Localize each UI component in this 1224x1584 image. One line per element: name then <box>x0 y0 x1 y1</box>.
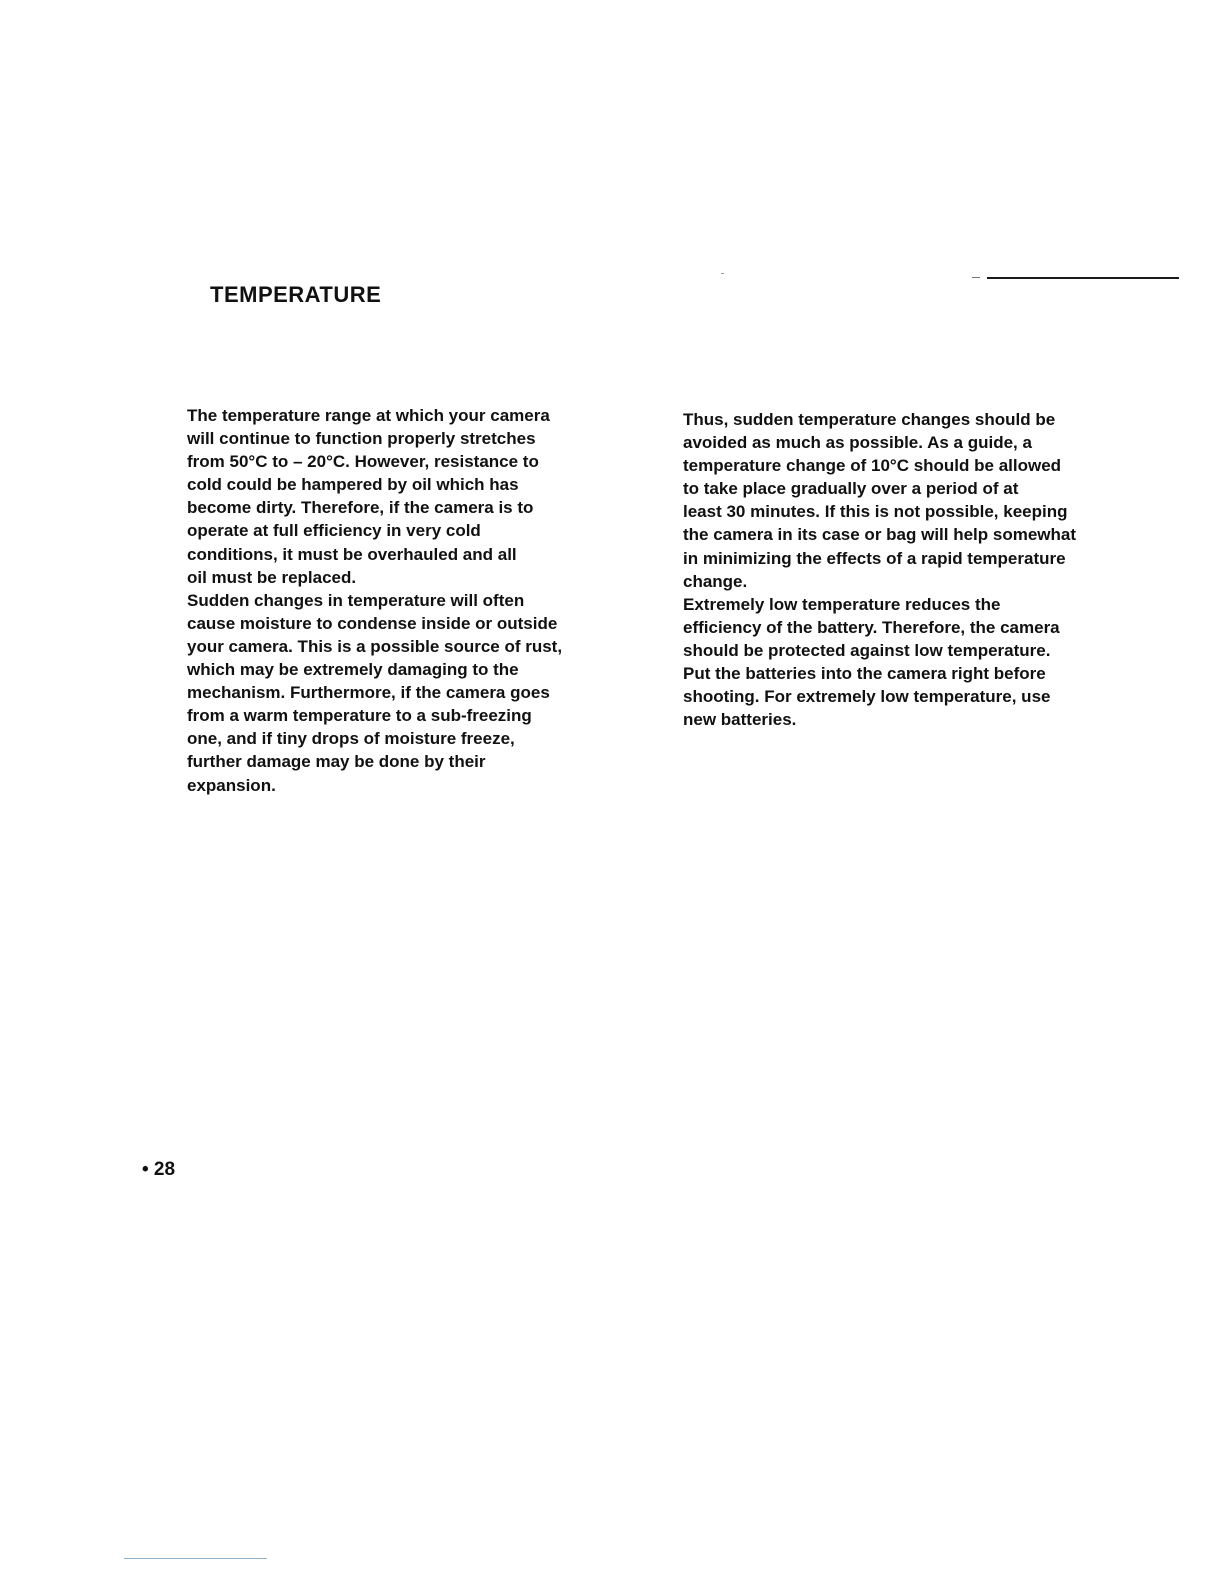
scan-speck <box>721 273 724 274</box>
text-line: oil must be replaced. <box>187 567 357 587</box>
text-line: from 50°C to – 20°C. However, resistance to <box>187 452 539 472</box>
header-rule-dash <box>972 277 980 278</box>
text-line: Thus, sudden temperature changes should be <box>683 410 1056 429</box>
text-line: efficiency of the battery. Therefore, the camera <box>683 617 1060 637</box>
text-line: should be protected against low temperature. <box>683 640 1051 660</box>
text-line: from a warm temperature to a sub-freezing <box>187 706 532 726</box>
section-heading: TEMPERATURE <box>210 282 382 307</box>
text-line: Sudden changes in temperature will often <box>187 590 525 610</box>
text-line: the camera in its case or bag will help somewhat <box>683 525 1077 545</box>
footer-rule <box>124 1558 267 1559</box>
text-line: become dirty. Therefore, if the camera is to <box>187 498 534 518</box>
text-line: further damage may be done by their <box>187 752 486 772</box>
text-line: The temperature range at which your camera <box>187 406 550 425</box>
text-line: operate at full efficiency in very cold <box>187 521 481 541</box>
text-line: mechanism. Furthermore, if the camera goes <box>187 683 550 703</box>
text-line: conditions, it must be overhauled and all <box>187 544 517 564</box>
text-line: will continue to function properly stretches <box>187 429 536 449</box>
page-number: • 28 <box>142 1159 176 1180</box>
text-line: Put the batteries into the camera right before <box>683 664 1046 684</box>
text-line: Extremely low temperature reduces the <box>683 594 1001 614</box>
right-column-text <box>683 408 1123 731</box>
text-line: in minimizing the effects of a rapid temperature <box>683 548 1066 568</box>
text-line: change. <box>683 571 748 591</box>
text-line: which may be extremely damaging to the <box>187 660 519 680</box>
text-line: cause moisture to condense inside or outside <box>187 613 558 633</box>
text-line: new batteries. <box>683 710 797 730</box>
text-line: expansion. <box>187 775 276 795</box>
text-line: avoided as much as possible. As a guide, a <box>683 433 1032 453</box>
text-line: to take place gradually over a period of at <box>683 479 1019 499</box>
text-line: shooting. For extremely low temperature, use <box>683 687 1051 707</box>
left-column-text <box>187 404 627 797</box>
text-line: your camera. This is a possible source of rust, <box>187 636 563 656</box>
text-line: temperature change of 10°C should be allowed <box>683 456 1062 476</box>
text-line: one, and if tiny drops of moisture freeze, <box>187 729 515 749</box>
text-line: cold could be hampered by oil which has <box>187 475 519 495</box>
header-rule <box>987 277 1179 279</box>
text-line: least 30 minutes. If this is not possible, keeping <box>683 502 1068 522</box>
